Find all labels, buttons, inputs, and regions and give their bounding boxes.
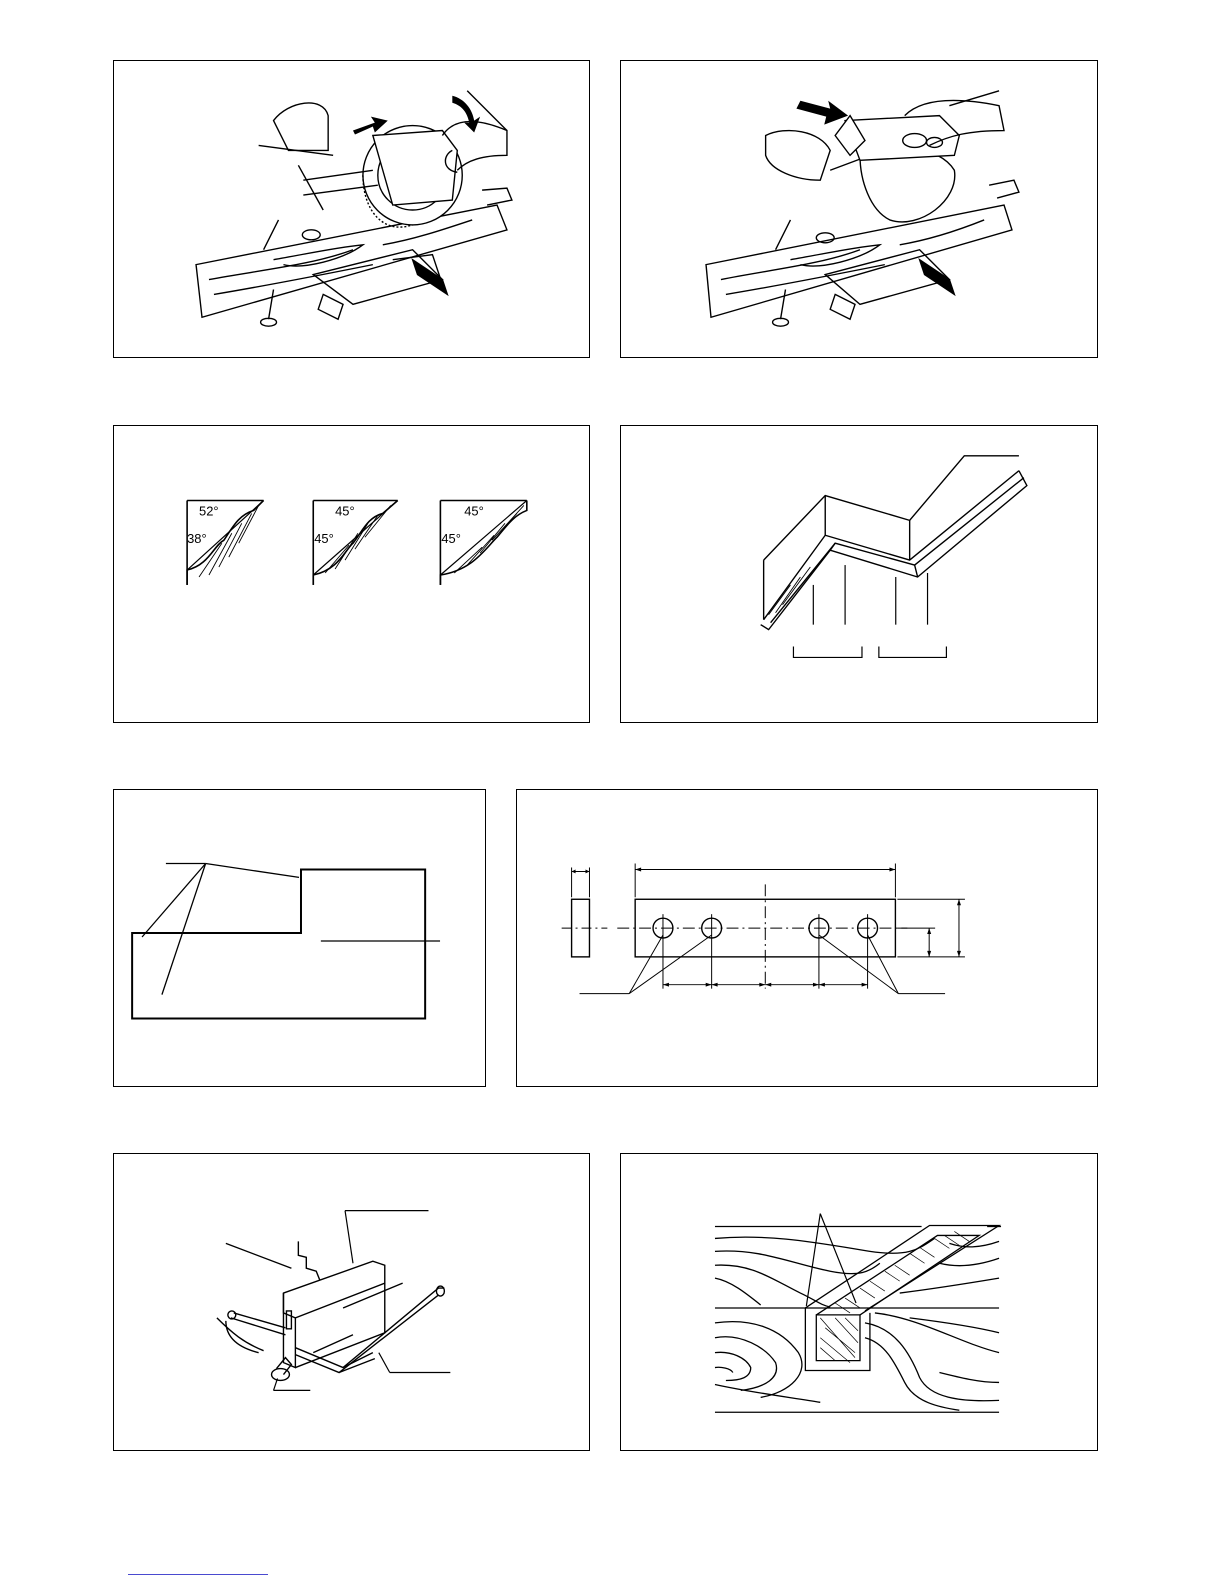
figure-8-panel [620, 1153, 1098, 1451]
holder-rod-assembly-illustration [114, 1154, 589, 1450]
slide-cut-pull-saw-illustration [114, 61, 589, 357]
molding-corner-illustration [621, 426, 1097, 722]
figure-3-panel [113, 425, 590, 723]
crown-molding-angles-illustration [114, 426, 589, 722]
angle-side-1: 38° [187, 531, 207, 547]
fence-offset-diagram [114, 790, 485, 1086]
groove-cut-illustration [621, 1154, 1097, 1450]
extrusion-hole-layout-diagram [517, 790, 1097, 1086]
angle-side-2: 45° [314, 531, 334, 547]
angle-top-1: 52° [199, 503, 219, 519]
down-arrow-icon [452, 96, 480, 133]
figure-4-panel [620, 425, 1098, 723]
figure-6-panel [516, 789, 1098, 1087]
angle-side-3: 45° [441, 531, 461, 547]
angle-top-2: 45° [335, 503, 355, 519]
figure-1-panel [113, 60, 590, 358]
angle-top-3: 45° [464, 503, 484, 519]
pull-arrow-icon [353, 117, 388, 135]
figure-5-panel [113, 789, 486, 1087]
figure-7-panel [113, 1153, 590, 1451]
slide-cut-push-saw-illustration [621, 61, 1097, 357]
figure-2-panel [620, 60, 1098, 358]
footer-link-underline [128, 1574, 268, 1575]
push-arrow-icon [796, 101, 848, 125]
